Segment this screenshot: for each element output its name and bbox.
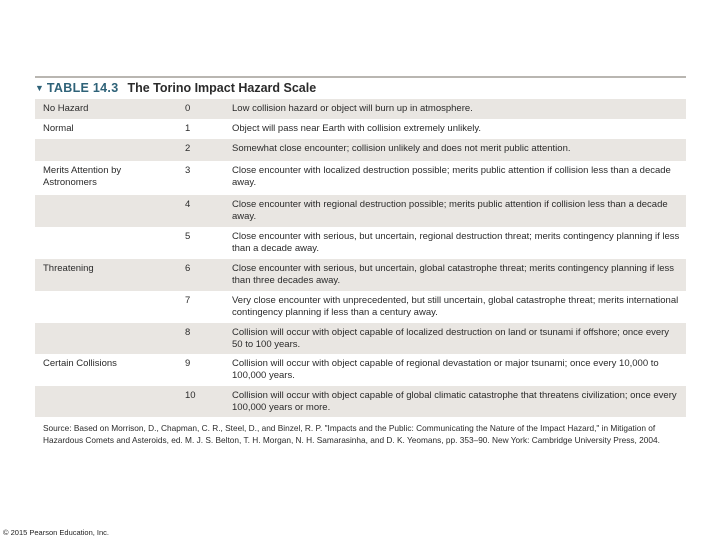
description-cell: Close encounter with serious, but uncertain, global catastrophe threat; merits contingency planning if less than three decades away.	[232, 263, 674, 286]
table-row	[35, 259, 686, 291]
level-cell: 9	[185, 358, 191, 369]
table-row	[35, 119, 686, 139]
description-cell: Object will pass near Earth with collision extremely unlikely.	[232, 123, 482, 134]
table-row	[35, 227, 686, 259]
description-cell: Collision will occur with object capable of regional devastation or major tsunami; once every 10,000 to 100,000 years.	[232, 358, 659, 381]
table-row	[35, 323, 686, 354]
level-cell: 7	[185, 295, 191, 306]
category-cell: Merits Attention by Astronomers	[43, 165, 122, 188]
triangle-down-icon: ▼	[35, 83, 44, 93]
description-cell: Very close encounter with unprecedented, but still uncertain, global catastrophe threat; merits international contingency planning if less than a century away.	[232, 295, 679, 318]
table-row	[35, 386, 686, 417]
description-cell: Close encounter with serious, but uncertain, regional destruction threat; merits contingency planning if less than a decade away.	[232, 231, 680, 254]
table-row	[35, 195, 686, 227]
table-title	[35, 80, 316, 96]
level-cell: 5	[185, 231, 191, 242]
description-cell: Collision will occur with object capable of global climatic catastrophe that threatens civilization; once every 100,000 years or more.	[232, 390, 677, 413]
level-cell: 4	[185, 199, 191, 210]
table-number: TABLE 14.3	[46, 81, 119, 95]
category-cell: Threatening	[43, 263, 94, 274]
description-cell: Close encounter with localized destruction possible; merits public attention if collision less than a decade away.	[232, 165, 671, 188]
level-cell: 10	[185, 390, 196, 401]
description-cell: Low collision hazard or object will burn up in atmosphere.	[232, 103, 473, 114]
table-row	[35, 99, 686, 119]
level-cell: 2	[185, 143, 191, 154]
category-cell: Certain Collisions	[43, 358, 117, 369]
table-row	[35, 354, 686, 386]
level-cell: 6	[185, 263, 191, 274]
copyright-notice: © 2015 Pearson Education, Inc.	[3, 528, 110, 537]
level-cell: 3	[185, 165, 191, 176]
level-cell: 0	[185, 103, 191, 114]
table-row	[35, 291, 686, 323]
torino-scale-table	[35, 99, 686, 417]
source-note: Source: Based on Morrison, D., Chapman, C. R., Steel, D., and Binzel, R. P. "Impacts and the Public: Communicating the Nature of the Impact Hazard," in Mitigation of Hazardous Comets and Asteroids, ed. M. J. S. Belton, T. H. Morgan, N. H. Samarasinha, and D. K. Yeomans, pp. 353–90. New York: Cambridge University Press, 2004.	[43, 423, 660, 446]
table-row	[35, 161, 686, 195]
category-cell: Normal	[43, 123, 74, 134]
table-name: The Torino Impact Hazard Scale	[127, 81, 317, 95]
description-cell: Somewhat close encounter; collision unlikely and does not merit public attention.	[232, 143, 571, 154]
category-cell: No Hazard	[43, 103, 89, 114]
level-cell: 1	[185, 123, 191, 134]
table-row	[35, 139, 686, 161]
description-cell: Close encounter with regional destruction possible; merits public attention if collision less than a decade away.	[232, 199, 668, 222]
level-cell: 8	[185, 327, 191, 338]
title-rule	[35, 76, 686, 78]
description-cell: Collision will occur with object capable of localized destruction on land or tsunami if offshore; once every 50 to 100 years.	[232, 327, 670, 350]
